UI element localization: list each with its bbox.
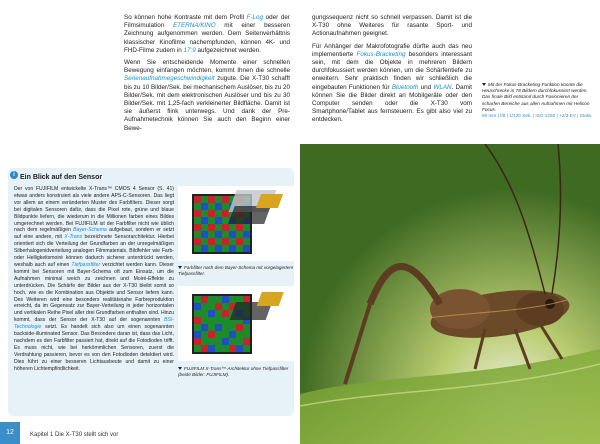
info-box-title: Ein Blick auf den Sensor <box>20 174 103 181</box>
xtrans-sensor-illustration <box>178 286 296 361</box>
right-body-text <box>312 14 472 129</box>
paragraph: Für Anhänger der Makrofotografie dürfte auch das neu implementierte Fokus-Bracketing besonders interessant sein, mit dem die Objekte in mehreren Bildern durchfokussiert werden können, um die Schärfentiefe zu erweitern. Sehr praktisch finden wir schließlich die eingebauten Funktionen für Bluetooth und WLAN. Damit können Sie die Bilder direkt an Mobilgeräte oder den Computer senden oder die X-T30 vom Smartphone/Tablet aus fernsteuern. Es gibt also viel zu entdecken. <box>312 42 472 124</box>
left-body-text <box>124 14 290 137</box>
figure-caption: Farbfilter nach dem Bayer-Schema mit vorgelagertem Tiefpassfilter. <box>178 265 294 276</box>
page-number: 12 <box>0 422 20 444</box>
caption-marker-icon <box>482 83 486 86</box>
caption-marker-icon <box>178 266 182 269</box>
paragraph: So können hohe Kontraste mit dem Profil F-Log oder der Filmsimulation ETERNA/KINO mit einer besseren Zeichnung aufgenommen werden. Dem Seitenverhältnis klassischer Kinofilme nachempfunden, können 4K- und FHD-Filme zudem in 17:9 aufgezeichnet werden. <box>124 14 290 54</box>
paragraph: gungssequenz nicht so schnell verpassen. Damit ist die X-T30 ohne Weiteres für rasante Sport- und Actionaufnahmen geeignet. <box>312 14 472 38</box>
right-page <box>300 0 600 444</box>
info-box-text: Der von FUJIFILM entwickelte X-Trans™ CMOS 4 Sensor (S. 41) etwas anders konstruiert als viele andere APS-C-Sensoren. Das liegt vor allem an einem veränderten Muster des Farbfilters. Dieser sorgt bei digitalen Sensoren dafür, dass die Pixel rote, grüne und blaue Bildpunkte liefern, die wiederum in die Millionen farben eines Bildes umgerechnet werden. Bei FUJIFILM ist der Farbfilter nicht wie üblich nach dem regelmäßigen Bayer-Schema aufgebaut, sondern er setzt auf eine andere, mit X-Trans bezeichnete Sensorarchitektur. Hierbei orientiert sich die Verteilung der Grundfarben an der unregelmäßigen Silberhalogenidverteilung analogen Filmmaterials. Bildfehler wie Farb- oder Helligkeitsmoiré können dadurch sicherer unterdrückt werden, weshalb auch auf einen Tiefpassfilter verzichtet werden kann. Dieser kommt bei Sensoren mit Bayer-Schema oft zum Einsatz, um die Aufnahmen minimal weich zu zeichnen und Moiré-Effekte zu unterdrücken. Die Schärfe der Bilder aus der X-T30 bleibt somit so hoch, wie es die Kombination aus Objektiv und Sensor liefern kann. Des Weiteren wird eine besonders realitätsnahe Farbreproduktion erreicht, da im Gegensatz zur Bayer-Verteilung in jeder horizontalen und vertikalen Reihe Pixel aller drei Grundfarben enthalten sind. Hinzu kommt, dass der Sensor der X-T30 auf der sogenannten BSI-Technologie setzt. Es handelt sich also um einen sogenannten backside-illuminated Sensor. Das Besondere daran ist, dass das Licht, nachdem es den Farbfilter passiert hat, direkt auf die Fotodioden trifft. Es muss nicht, wie bei herkömmlichen Sensoren, zuerst die Verdrahtung passieren, bevor es von den Fotodioden detektiert wird. Dies führt zu einer besseren Lichtausbeute und damit zu einer höheren Lichtempfindlichkeit. <box>14 186 174 372</box>
figure-caption: FUJIFILM X-Trans™-Architektur ohne Tiefpassfilter (beide Bilder: FUJIFILM). <box>178 366 289 377</box>
info-box <box>8 168 294 416</box>
bayer-sensor-illustration <box>178 186 296 261</box>
photo-exif: 80 mm | f/8 | 1/120 Sek. | ISO 1250 | +2/3 EV | Stativ. <box>482 113 593 119</box>
running-footer: Kapitel 1 Die X-T30 stellt sich vor <box>30 432 119 438</box>
caption-marker-icon <box>178 367 182 370</box>
paragraph: Wenn Sie entscheidende Momente einer schnellen Bewegung einfangen möchten, kommt Ihnen die schnelle Serienaufnahmegeschwindigkeit zugute. Die X-T30 schafft bis zu 10 Bilder/Sek. bei mechanischem Auslöser, bis zu 20 Bilder/Sek. mit dem elektronischen Auslöser und bis zu 30 Bilder/Sek. mit 1,25-fach verkleinerter Bildfläche. Damit ist sie äußerst flink unterwegs. Und dank der Pre-Aufnahmetechnik können Sie auch den Beginn einer Bewe- <box>124 59 290 132</box>
info-icon: i <box>10 171 18 179</box>
photo-caption: Mit der Fokus-Bracketing-Funktion konnte die Heuschrecke in 78 Bildern durchfokussiert werden. Das finale Bild entstand durch Fusionieren der scharfen Bereiche aus allen Aufnahmen mit Helicon Focus. 80 mm | f/8 | 1/120 Sek. | ISO 1250 | +2/3 EV | Stativ. <box>482 82 593 119</box>
grasshopper-photo <box>300 144 600 444</box>
